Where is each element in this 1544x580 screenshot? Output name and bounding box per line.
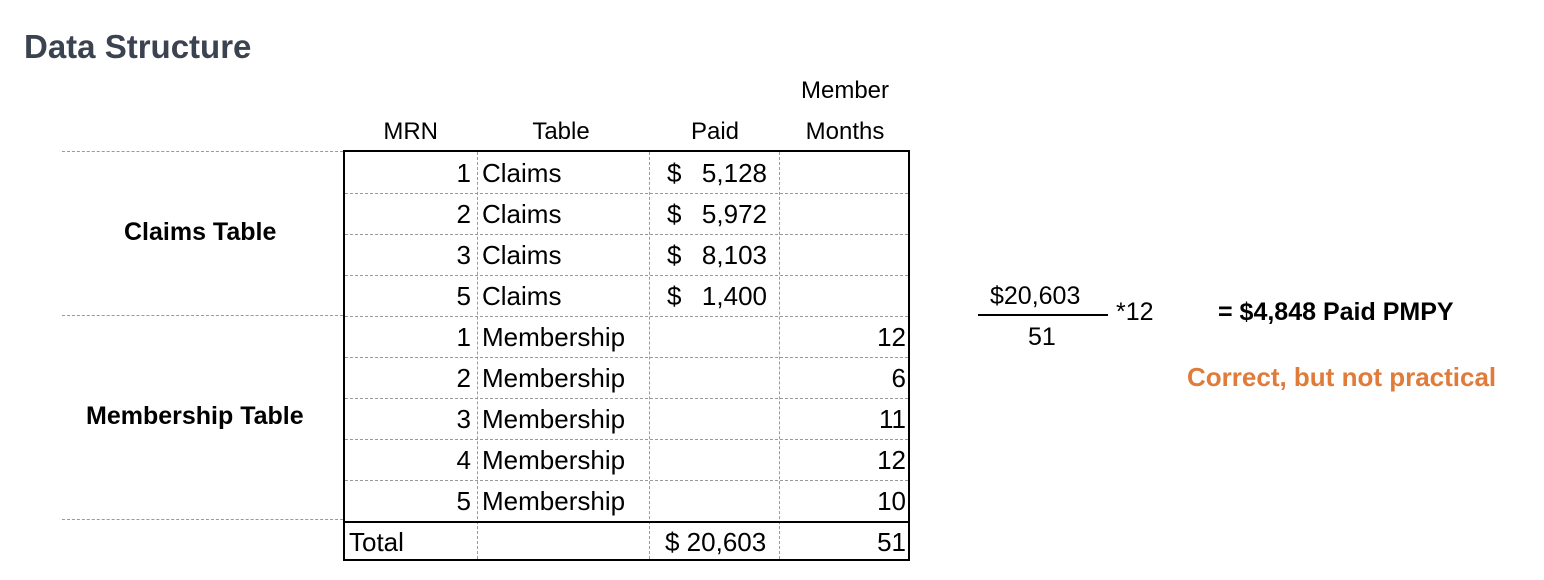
table-row [345,275,908,317]
paid-cell [649,480,779,520]
total-row [345,521,908,562]
mrn-cell: 5 [456,281,471,311]
table-row [345,480,908,523]
mrn-cell: 2 [456,199,471,229]
formula-denominator: 51 [1028,323,1056,351]
total-paid-amount: $ 20,603 [665,527,767,557]
table-cell: Claims [482,240,562,270]
member-months-cell: 11 [879,404,906,434]
fraction-bar [978,314,1108,316]
column-header-table: Table [532,118,590,145]
table-cell: Claims [482,199,562,229]
table-cell: Membership [482,445,626,475]
paid-cell [649,152,779,192]
table-row [345,398,908,440]
formula-result: = $4,848 Paid PMPY [1218,298,1454,326]
group-label-membership: Membership Table [86,402,304,430]
mrn-cell: 1 [456,322,471,352]
currency-symbol: $ [667,199,682,229]
paid-amount: 8,103 [701,240,767,270]
member-months-cell [779,234,910,274]
total-member-months-cell: 51 [877,527,906,557]
member-months-cell [779,193,910,233]
table-row [345,439,908,481]
column-header-mrn: MRN [383,118,438,145]
formula-numerator: $20,603 [990,282,1081,310]
paid-amount: 1,400 [701,281,767,311]
data-table [343,150,910,561]
column-header-member-months-line1: Member [800,77,890,104]
paid-cell [649,439,779,479]
currency-symbol: $ [667,281,682,311]
member-months-cell: 10 [877,486,906,516]
group-divider [62,151,343,152]
paid-amount: 5,128 [701,158,767,188]
currency-symbol: $ [667,240,682,270]
table-row [345,316,908,358]
group-label-claims: Claims Table [124,218,277,246]
table-row [345,152,908,194]
table-cell: Membership [482,486,626,516]
paid-cell [649,357,779,397]
total-label: Total [349,527,404,557]
page-title: Data Structure [24,28,252,65]
mrn-cell: 1 [456,158,471,188]
table-row [345,193,908,235]
table-cell: Membership [482,404,626,434]
member-months-cell [779,152,910,192]
column-header-paid: Paid [690,118,740,145]
paid-cell [649,234,779,274]
paid-cell [649,398,779,438]
paid-cell [649,275,779,315]
group-divider [62,315,343,316]
currency-symbol: $ [667,158,682,188]
table-cell: Claims [482,281,562,311]
table-cell: Membership [482,322,626,352]
mrn-cell: 3 [456,240,471,270]
formula-note: Correct, but not practical [1187,362,1497,392]
mrn-cell: 5 [456,486,471,516]
mrn-cell: 2 [456,363,471,393]
column-header-member-months-line2: Months [805,118,885,145]
table-cell: Membership [482,363,626,393]
paid-cell [649,316,779,356]
paid-amount: 5,972 [701,199,767,229]
member-months-cell: 12 [877,445,906,475]
member-months-cell: 12 [877,322,906,352]
table-cell: Claims [482,158,562,188]
formula-multiplier: *12 [1116,298,1154,326]
mrn-cell: 3 [456,404,471,434]
mrn-cell: 4 [456,445,471,475]
table-row [345,357,908,399]
total-paid-cell [649,521,779,561]
table-row [345,234,908,276]
member-months-cell [779,275,910,315]
group-divider [62,519,343,520]
member-months-cell: 6 [891,363,906,393]
paid-cell [649,193,779,233]
